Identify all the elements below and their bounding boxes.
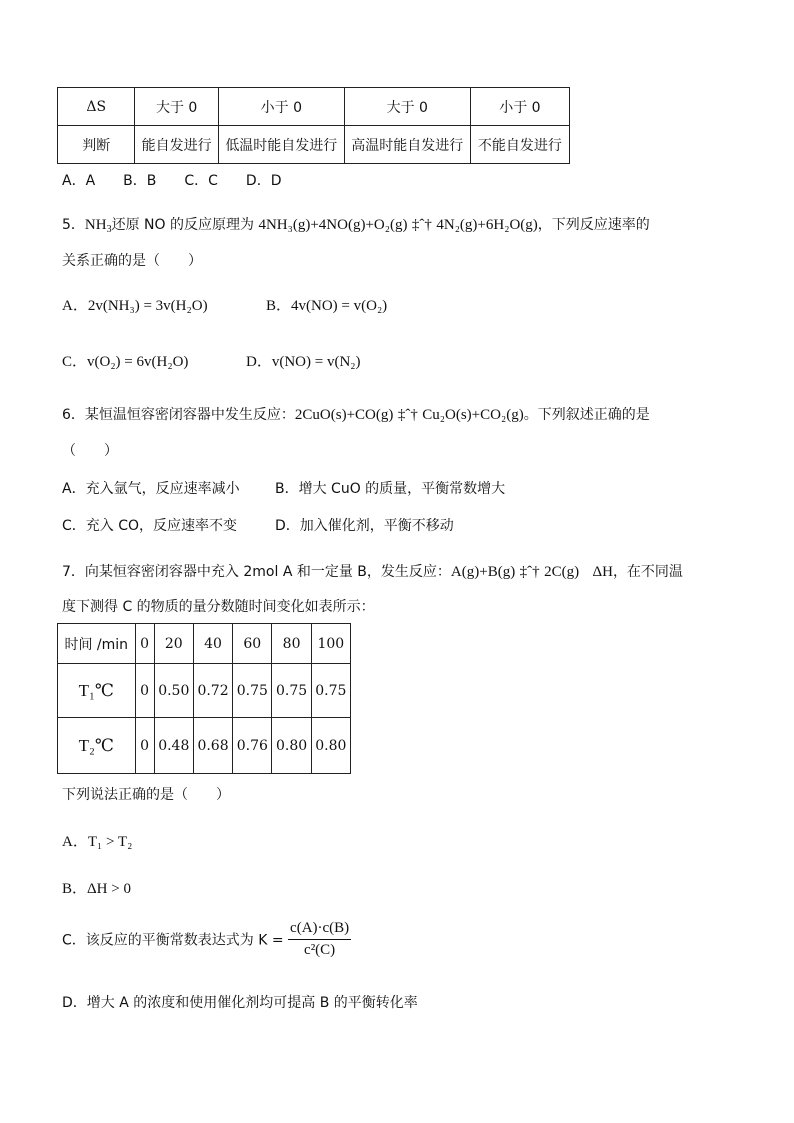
q5-text-tail: ，下列反应速率的 [537,217,650,233]
table-cell: 大于 0 [135,88,218,126]
table-row [58,664,351,718]
table-header-cell: 20 [154,624,193,664]
fraction-numerator: c(A)·c(B) [288,920,351,940]
table-cell: 能自发进行 [135,126,218,164]
table-row [58,88,570,126]
entropy-table [57,87,570,164]
q5-number: 5． [62,217,85,233]
q7-equation-lhs: A(g)+B(g) [450,564,516,580]
q7-equation-rhs: 2C(g) [544,564,580,580]
q5-text: 还原 NO 的反应原理为 [111,217,254,233]
table-row-label: T₂℃ [58,718,136,774]
q7-prompt: 下列说法正确的是（ ） [62,787,230,803]
table-cell: 0.48 [154,718,193,774]
q7-line2: 度下测得 C 的物质的量分数随时间变化如表所示： [62,599,375,615]
table-cell: 0 [135,718,154,774]
q6-number: 6． [62,407,85,423]
table-cell: 0.68 [193,718,232,774]
q5-option-d: D．v(NO) = v(N₂) [246,354,361,370]
q6-line2: （ ） [62,443,118,459]
q6-option-d: D．加入催化剂，平衡不移动 [275,518,454,534]
q5-equation-rhs: 4N₂(g)+6H₂O(g) [436,217,538,233]
table-cell: 0.75 [272,664,311,718]
table-cell: 0 [135,664,154,718]
equilibrium-constant-fraction [288,920,351,959]
q6-equation-lhs: 2CuO(s)+CO(g) [294,407,394,423]
q5-option-b: B．4v(NO) = v(O₂) [266,298,388,314]
table-cell: 小于 0 [470,88,569,126]
q5-nh3: $NH_3$ [84,217,112,235]
table-row [58,126,570,164]
table-cell: 0.50 [154,664,193,718]
q5-line2: 关系正确的是（ ） [62,253,202,269]
table-row-label: T₁℃ [58,664,136,718]
table-header-cell: 100 [311,624,350,664]
table-cell: 高温时能自发进行 [344,126,470,164]
q6-text-tail: 。下列叙述正确的是 [523,407,650,423]
q7-option-d: D．增大 A 的浓度和使用催化剂均可提高 B 的平衡转化率 [62,995,418,1011]
table-cell: 0.72 [193,664,232,718]
table-row [58,718,351,774]
q6-equation-rhs: Cu₂O(s)+CO₂(g) [422,407,524,423]
q6-option-b: B．增大 CuO 的质量，平衡常数增大 [275,481,506,497]
table-cell: 0.80 [272,718,311,774]
table-cell: 0.75 [233,664,272,718]
table-header-row [58,624,351,664]
q5-option-c: C．v(O₂) = 6v(H₂O) [62,354,189,370]
q7-number: 7． [62,564,85,580]
q7-data-table [57,623,351,774]
q6-stem [62,404,650,424]
q6-option-c: C．充入 CO，反应速率不变 [62,518,238,534]
fraction-denominator: c²(C) [304,942,336,958]
q7-option-c-text: C．该反应的平衡常数表达式为 K = [62,932,284,949]
reversible-arrow-icon: ‡ˆ† [411,217,432,233]
table-cell: 0.76 [233,718,272,774]
table-cell: 0.75 [311,664,350,718]
q7-option-b: B．ΔH > 0 [62,881,131,897]
q7-option-a: A．T₁ > T₂ [62,834,133,850]
reversible-arrow-icon: ‡ˆ† [397,407,418,423]
q6-option-a: A．充入氩气，反应速率减小 [62,481,240,497]
table-cell: 大于 0 [344,88,470,126]
table-header-cell: 60 [233,624,272,664]
table-cell: 0.80 [311,718,350,774]
table-cell: 低温时能自发进行 [218,126,344,164]
table-header-cell: 80 [272,624,311,664]
q7-option-c [62,920,351,959]
q4-options: A．A B．B C．C D．D [62,173,282,189]
q7-text-tail: ，在不同温 [612,564,683,580]
table-header-cell: 0 [135,624,154,664]
table-cell: 小于 0 [218,88,344,126]
q5-stem [62,214,650,235]
table-cell: ΔS [58,88,135,126]
q6-text: 某恒温恒容密闭容器中发生反应： [84,407,295,423]
q5-option-a: A．2v(NH₃) = 3v(H₂O) [62,298,208,314]
q7-delta-h: ΔH [592,564,613,580]
reversible-arrow-icon: ‡ˆ† [519,564,540,580]
table-header-cell: 40 [193,624,232,664]
table-header-cell: 时间 /min [58,624,136,664]
q7-stem [62,561,683,581]
q7-text: 向某恒容密闭容器中充入 2mol A 和一定量 B，发生反应： [84,564,451,580]
table-cell: 不能自发进行 [470,126,569,164]
table-cell: 判断 [58,126,135,164]
q5-equation-lhs: 4NH₃(g)+4NO(g)+O₂(g) [258,217,408,233]
